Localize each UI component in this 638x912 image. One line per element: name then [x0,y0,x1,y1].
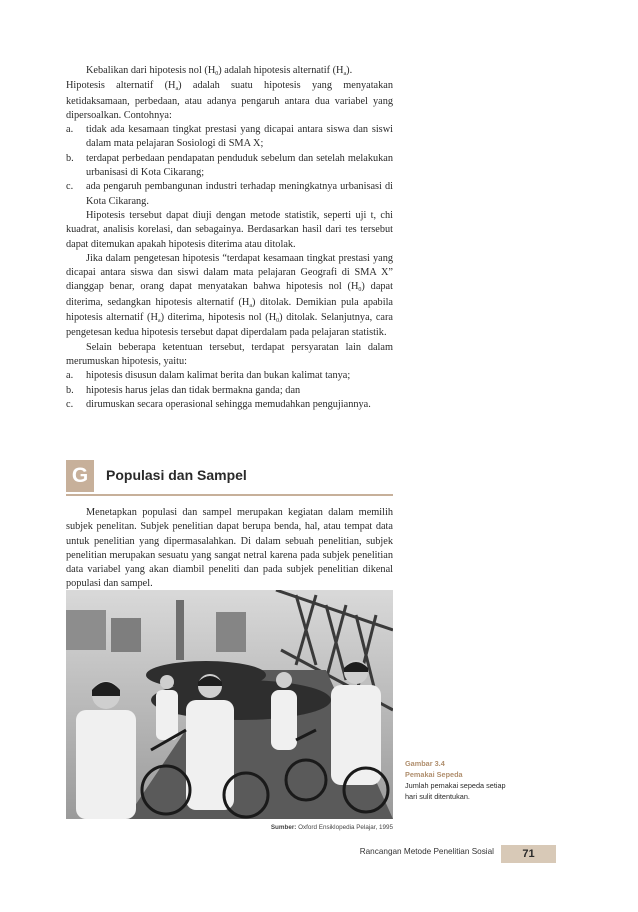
paragraph: Jika dalam pengetesan hipotesis “terdapat kesamaan tingkat prestasi yang dicapai antara siswa dan siswi dalam mata pelajaran Geografi di SMA X” dianggap benar, orang dapat menyatakan bahwa hipotesis nol (H0) dapat diterima, sedangkan hipotesis alternatif (Ha) ditolak. Demikian pula apabila hipotesis alternatif (Ha) diterima, hipotesis nol (H0) ditolak. Selanjutnya, cara pengetesan kedua hipotesis tersebut dapat diperdalam pada pelajaran statistik. [66,252,394,339]
paragraph: Selain beberapa ketentuan tersebut, terdapat persyaratan lain dalam merumuskan hipotesis, yaitu: [66,341,393,367]
figure-label: Gambar 3.4 [405,759,445,768]
page-footer [340,845,556,863]
body-text-top [66,64,393,412]
section-letter: G [71,464,89,487]
list-item: b. hipotesis harus jelas dan tidak bermakna ganda; dan [66,384,301,396]
section-letter-box [66,460,94,492]
list-item: b. terdapat perbedaan pendapatan penduduk sebelum dan setelah melakukan urbanisasi di Kota Cikarang; [66,152,393,179]
list-item: a. hipotesis disusun dalam kalimat berita dan bukan kalimat tanya; [66,370,351,382]
figure-caption [405,758,515,802]
paragraph: Hipotesis alternatif (Ha) adalah suatu hipotesis yang menyatakan ketidaksamaan, perbedaan, atau adanya pengaruh antara dua variabel yang dipersoalkan. Contohnya: [66,80,393,121]
figure-description: Jumlah pemakai sepeda setiap hari sulit ditentukan. [405,781,506,801]
page-number-box [501,845,556,863]
page-number: 71 [522,848,535,860]
list-item: c. ada pengaruh pembangunan industri terhadap meningkatnya urbanisasi di Kota Cikarang. [66,181,393,207]
list-item: c. dirumuskan secara operasional sehingga memudahkan pengujiannya. [66,398,371,410]
paragraph: Hipotesis tersebut dapat diuji dengan metode statistik, seperti uji t, chi kuadrat, analisis korelasi, dan sebagainya. Berdasarkan hasil dari tes tersebut dapat ditemukan apakah hipotesis diterima atau ditolak. [66,209,393,250]
figure-source: Sumber: Oxford Ensiklopedia Pelajar, 1995 [270,824,393,831]
paragraph: Menetapkan populasi dan sampel merupakan kegiatan dalam memilih subjek penelitan. Subjek penelitian dapat berupa benda, hal, atau tempat data untuk penelitian yang dipermasalahkan. Di dalam sebuah penelitian, subjek penelitian merupakan sesuatu yang sangat netral karena pada subjek penelitian data variabel yang akan diambil peneliti dan pada subjek penelitian dikenal populasi dan sampel. [66,507,393,590]
book-title: Rancangan Metode Penelitian Sosial [359,847,494,856]
paragraph: Kebalikan dari hipotesis nol (H0) adalah hipotesis alternatif (Ha). [86,65,353,77]
section-divider [66,494,393,496]
list-item: a. tidak ada kesamaan tingkat prestasi yang dicapai antara siswa dan siswi dalam mata pelajaran Sosiologi di SMA X; [66,124,393,150]
bicycle-crowd-photo [66,590,393,819]
body-text-section [66,506,393,592]
requirement-list [66,369,393,412]
section-title: Populasi dan Sampel [106,467,247,483]
example-list [66,123,393,209]
figure-title: Pemakai Sepeda [405,770,463,779]
